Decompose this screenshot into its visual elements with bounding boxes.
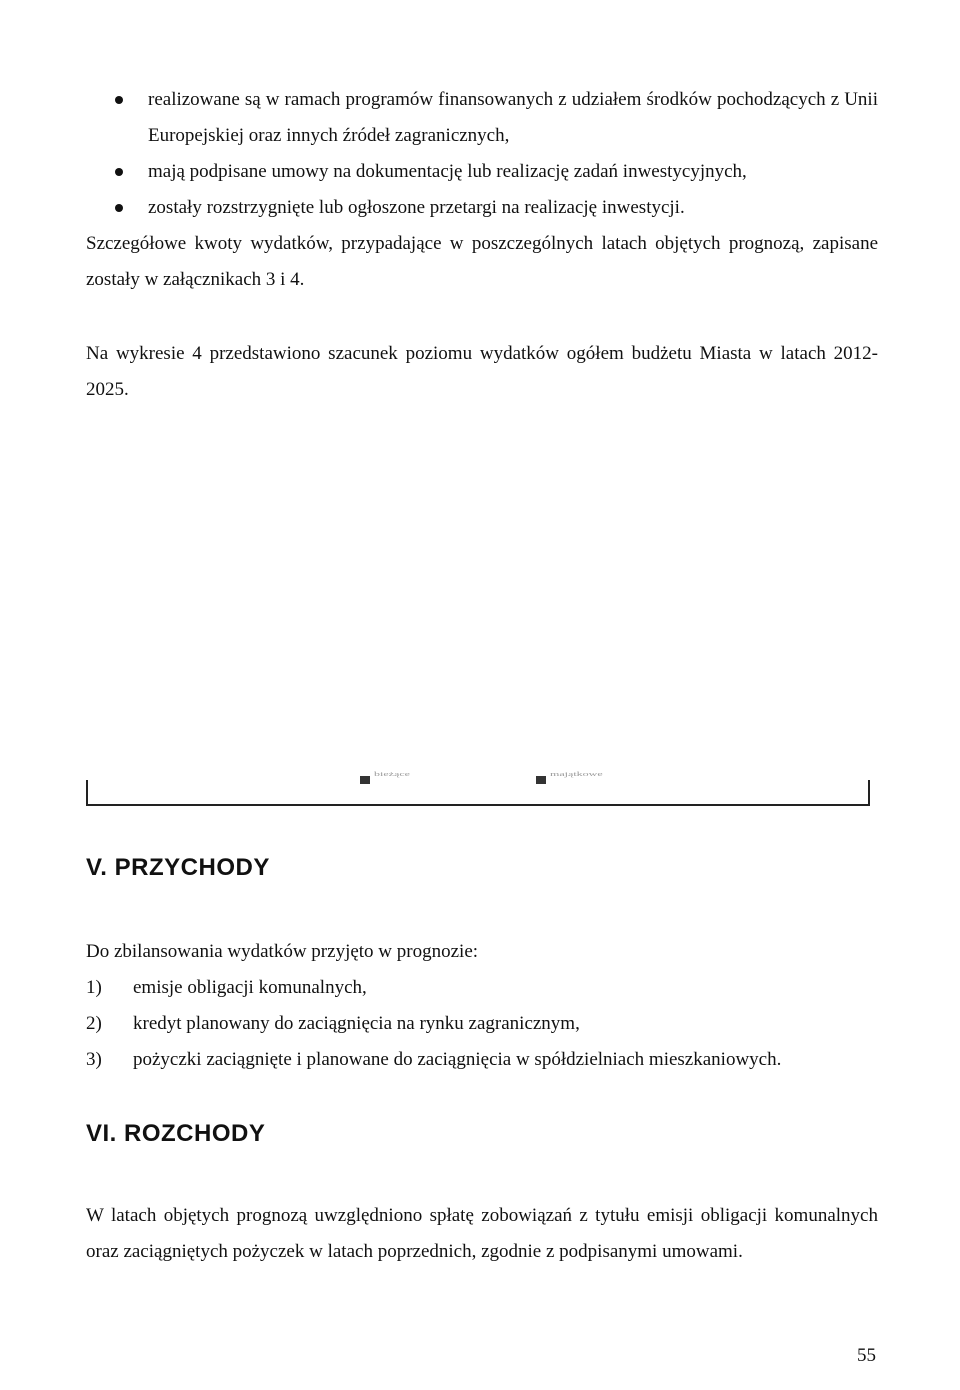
list-item (86, 1042, 878, 1078)
chart-intro-paragraph: Na wykresie 4 przedstawiono szacunek poziomu wydatków ogółem budżetu Miasta w latach 2012-2025. (86, 343, 878, 400)
list-number: 3) (86, 1049, 102, 1070)
chart-frame (86, 770, 870, 806)
list-item-text: pożyczki zaciągnięte i planowane do zaciągnięcia w spółdzielniach mieszkaniowych. (133, 1049, 782, 1070)
legend-swatch-icon (536, 776, 546, 784)
przychody-list (86, 970, 878, 1078)
przychody-intro: Do zbilansowania wydatków przyjęto w prognozie: (86, 941, 479, 962)
investment-criteria-list (86, 82, 878, 226)
list-item (86, 970, 878, 1006)
list-item-text: zostały rozstrzygnięte lub ogłoszone przetargi na realizację inwestycji. (148, 197, 685, 218)
list-item-text: kredyt planowany do zaciągnięcia na rynku zagranicznym, (133, 1013, 580, 1034)
legend-label: bieżące (374, 770, 410, 778)
list-number: 1) (86, 977, 102, 998)
rozchody-paragraph: W latach objętych prognozą uwzględniono spłatę zobowiązań z tytułu emisji obligacji komunalnych oraz zaciągniętych pożyczek w latach poprzednich, zgodnie z podpisanymi umowami. (86, 1205, 878, 1262)
list-item (86, 82, 878, 154)
section-heading-przychody: V. PRZYCHODY (86, 854, 270, 881)
details-paragraph: Szczegółowe kwoty wydatków, przypadające w poszczególnych latach objętych prognozą, zapisane zostały w załącznikach 3 i 4. (86, 233, 878, 290)
section-heading-rozchody: VI. ROZCHODY (86, 1120, 266, 1147)
legend-label: majątkowe (550, 770, 603, 778)
list-item-text: emisje obligacji komunalnych, (133, 977, 367, 998)
legend-swatch-icon (360, 776, 370, 784)
page-number: 55 (857, 1345, 876, 1366)
list-item (86, 1006, 878, 1042)
bullet-icon (115, 96, 123, 104)
list-item-text: realizowane są w ramach programów finansowanych z udziałem środków pochodzących z Unii Europejskiej oraz innych źródeł zagranicznych, (148, 89, 878, 146)
list-item (86, 190, 878, 226)
list-number: 2) (86, 1013, 102, 1034)
list-item-text: mają podpisane umowy na dokumentację lub realizację zadań inwestycyjnych, (148, 161, 747, 182)
bullet-icon (115, 204, 123, 212)
list-item (86, 154, 878, 190)
bullet-icon (115, 168, 123, 176)
